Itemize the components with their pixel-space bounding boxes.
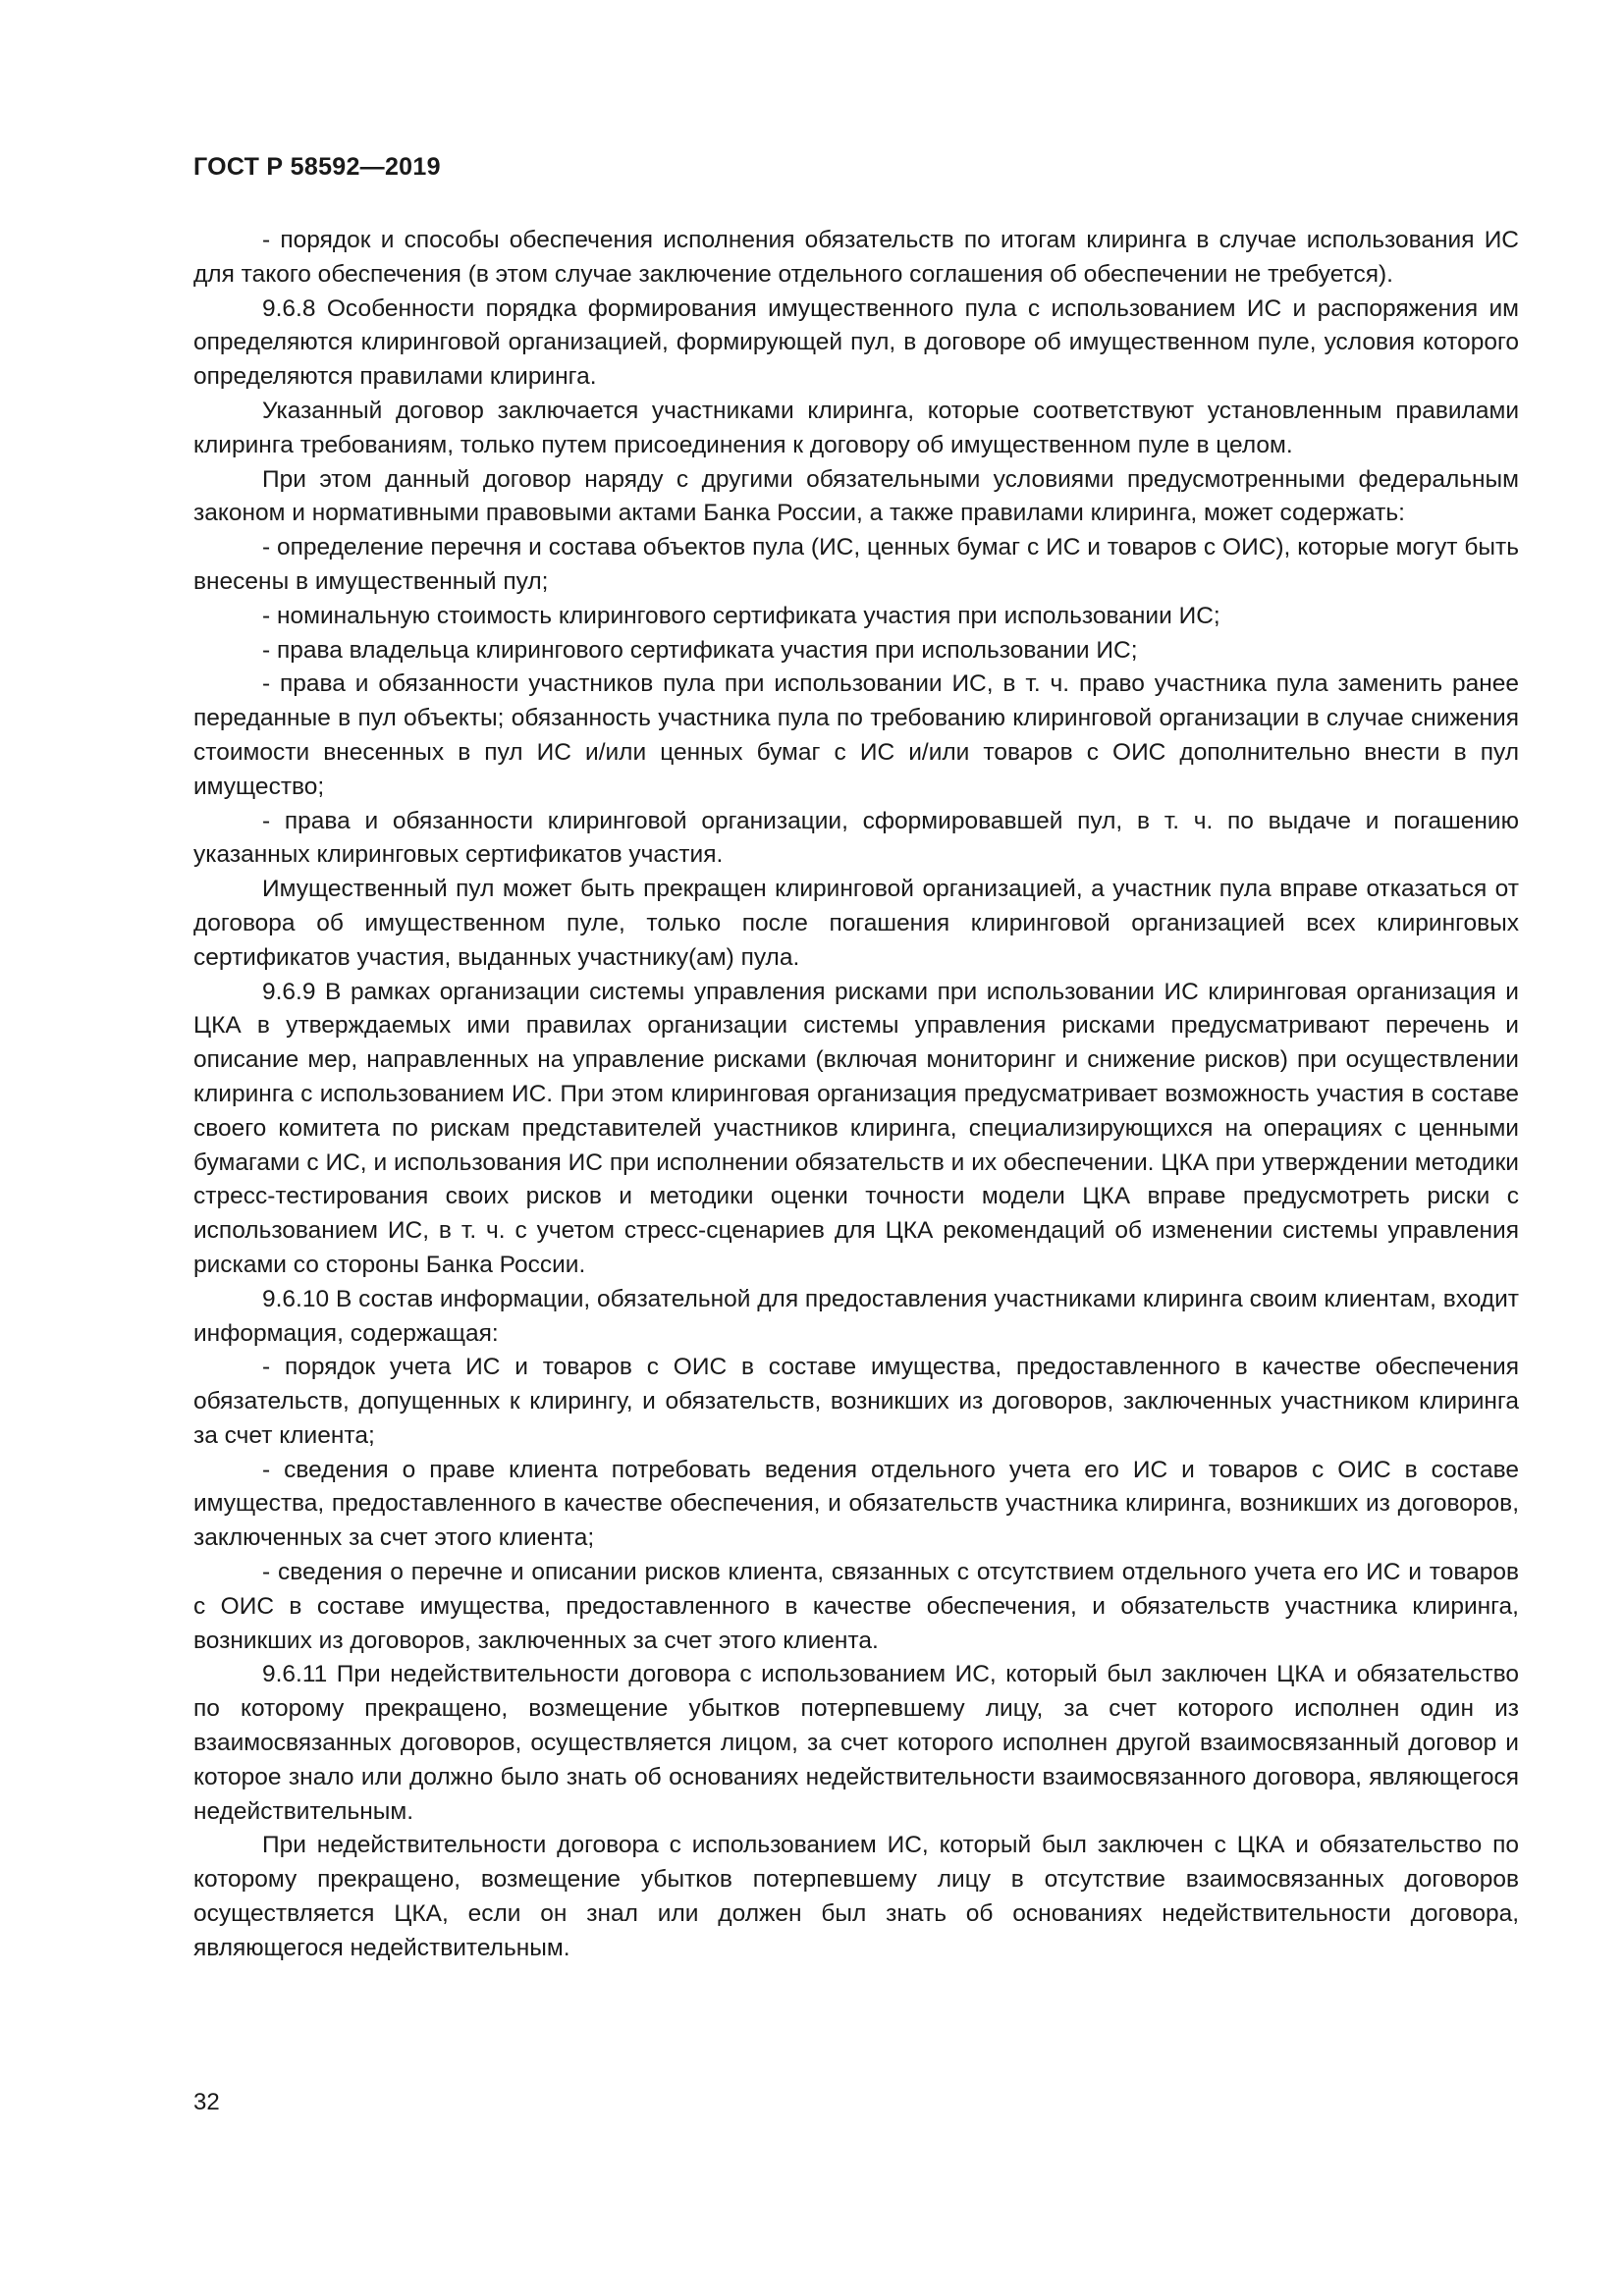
paragraph: 9.6.11 При недействительности договора с использованием ИС, который был заключен ЦКА и обязательство по которому прекращено, возмещение убытков потерпевшему лицу, за счет которого исполнен один из взаимосвязанных договоров, осуществляется лицом, за счет которого исполнен другой взаимосвязанный договор и которое знало или должно было знать об основаниях недействительности взаимосвязанного договора, являющегося недействительным. [193,1661,1519,1825]
paragraph: При недействительности договора с использованием ИС, который был заключен с ЦКА и обязательство по которому прекращено, возмещение убытков потерпевшему лицу в отсутствие взаимосвязанных договоров осуществляется ЦКА, если он знал или должен был знать об основаниях недействительности договора, являющегося недействительным. [193,1832,1519,1961]
list-item: - сведения о праве клиента потребовать ведения отдельного учета его ИС и товаров с ОИС в составе имущества, предоставленного в качестве обеспечения, и обязательств участника клиринга, возникших из договоров, заключенных за счет этого клиента; [193,1456,1519,1552]
paragraph: Указанный договор заключается участниками клиринга, которые соответствуют установленным правилами клиринга требованиям, только путем присоединения к договору об имущественном пуле в целом. [193,397,1519,458]
paragraph: Имущественный пул может быть прекращен клиринговой организацией, а участник пула вправе отказаться от договора об имущественном пуле, только после погашения клиринговой организацией всех клиринговых сертификатов участия, выданных участнику(ам) пула. [193,876,1519,971]
paragraph: 9.6.9 В рамках организации системы управления рисками при использовании ИС клиринговая организация и ЦКА в утверждаемых ими правилах организации системы управления рисками предусматривают перечень и описание мер, направленных на управление рисками (включая мониторинг и снижение рисков) при осуществлении клиринга с использованием ИС. При этом клиринговая организация предусматривает возможность участия в составе своего комитета по рискам представителей участников клиринга, специализирующихся на операциях с ценными бумагами с ИС, и использования ИС при исполнении обязательств и их обеспечении. ЦКА при утверждении методики стресс-тестирования своих рисков и методики оценки точности модели ЦКА вправе предусмотреть риски с использованием ИС, в т. ч. с учетом стресс-сценариев для ЦКА рекомендаций об изменении системы управления рисками со стороны Банка России. [193,978,1519,1278]
page-number: 32 [193,2089,220,2115]
paragraph: При этом данный договор наряду с другими обязательными условиями предусмотренными федеральным законом и нормативными правовыми актами Банка России, а также правилами клиринга, может содержать: [193,465,1519,527]
list-item: - сведения о перечне и описании рисков клиента, связанных с отсутствием отдельного учета его ИС и товаров с ОИС в составе имущества, предоставленного в качестве обеспечения, и обязательств участника клиринга, возникших из договоров, заключенных за счет этого клиента. [193,1559,1519,1654]
document-body [193,224,1519,1966]
list-item: - порядок учета ИС и товаров с ОИС в составе имущества, предоставленного в качестве обеспечения обязательств, допущенных к клирингу, и обязательств, возникших из договоров, заключенных участником клиринга за счет клиента; [193,1354,1519,1449]
list-item: - права и обязанности клиринговой организации, сформировавшей пул, в т. ч. по выдаче и погашению указанных клиринговых сертификатов участия. [193,807,1519,869]
list-item: - определение перечня и состава объектов пула (ИС, ценных бумаг с ИС и товаров с ОИС), которые могут быть внесены в имущественный пул; [193,534,1519,595]
paragraph: - порядок и способы обеспечения исполнения обязательств по итогам клиринга в случае использования ИС для такого обеспечения (в этом случае заключение отдельного соглашения об обеспечении не требуется). [193,227,1519,288]
list-item: - права владельца клирингового сертификата участия при использовании ИС; [262,636,1138,664]
paragraph: 9.6.10 В состав информации, обязательной для предоставления участниками клиринга своим клиентам, входит информация, содержащая: [193,1285,1519,1347]
paragraph: 9.6.8 Особенности порядка формирования имущественного пула с использованием ИС и распоряжения им определяются клиринговой организацией, формирующей пул, в договоре об имущественном пуле, условия которого определяются правилами клиринга. [193,294,1519,391]
list-item: - номинальную стоимость клирингового сертификата участия при использовании ИС; [262,602,1220,629]
list-item: - права и обязанности участников пула при использовании ИС, в т. ч. право участника пула заменить ранее переданные в пул объекты; обязанность участника пула по требованию клиринговой организации в случае снижения стоимости внесенных в пул ИС и/или ценных бумаг с ИС и/или товаров с ОИС дополнительно внести в пул имущество; [193,670,1519,800]
document-header: ГОСТ Р 58592—2019 [193,153,441,181]
